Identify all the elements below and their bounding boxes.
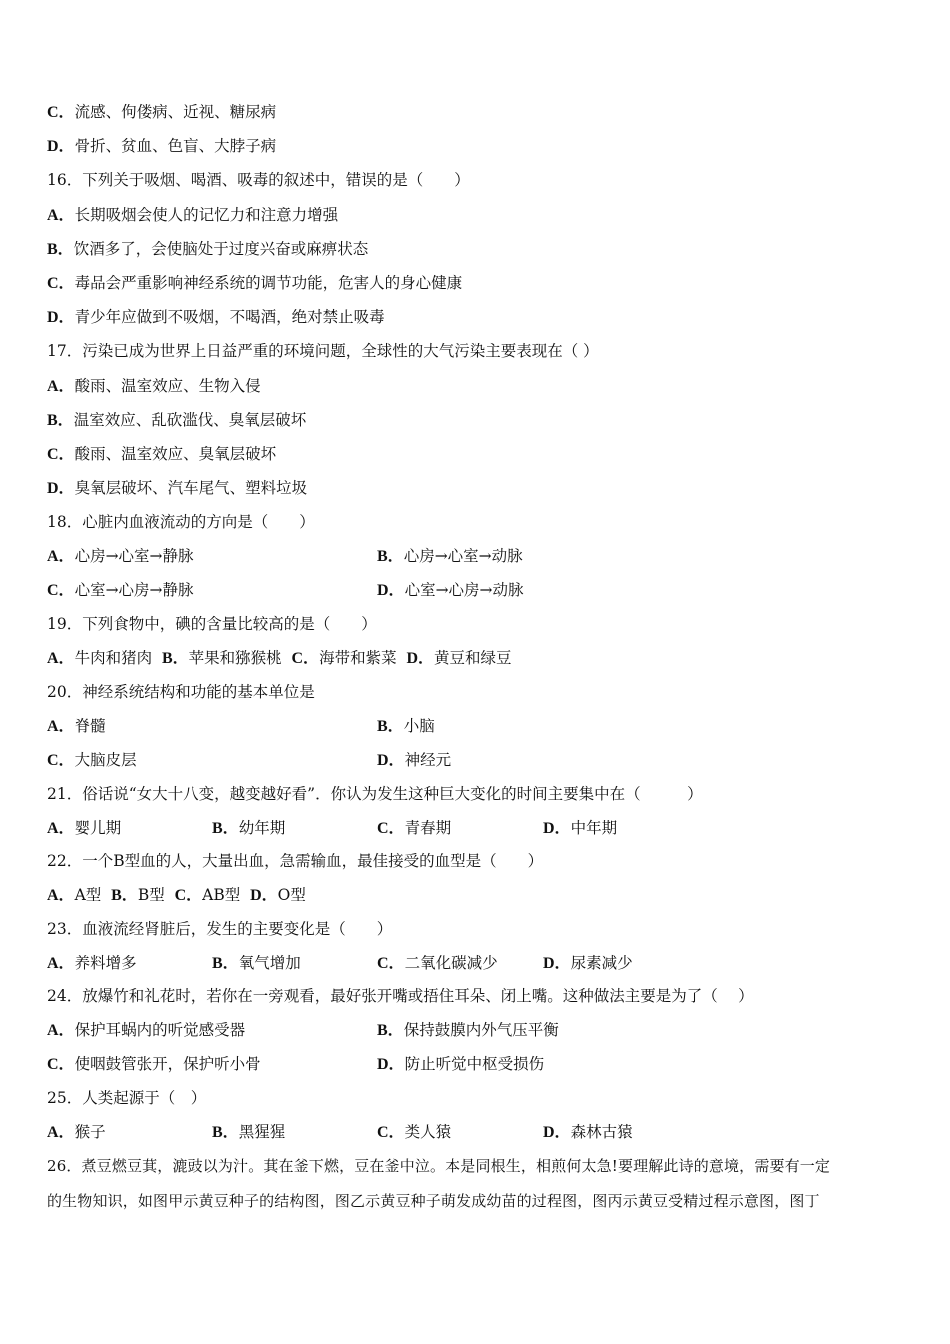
q21-option-a [47,818,121,839]
option-label: C． [174,887,203,904]
option-text: 小脑 [403,717,435,735]
prev-option-d [47,136,276,157]
q17-option-b [47,410,306,431]
q16-option-b [47,239,368,260]
q21-stem: 21．俗话说“女大十八变，越变越好看”．你认为发生这种巨大变化的时间主要集中在（ ） [47,785,703,803]
option-text: 养料增多 [74,954,137,972]
option-label: B． [212,955,239,972]
q17-stem: 17．污染已成为世界上日益严重的环境问题，全球性的大气污染主要表现在（ ） [47,342,599,360]
q18-option-a [47,546,194,567]
q25-stem: 25．人类起源于（ ） [47,1089,207,1107]
option-text: 酸雨、温室效应、生物入侵 [74,377,261,395]
option-text: 尿素减少 [570,954,633,972]
option-text: O型 [277,886,306,904]
option-text: 心室→心房→静脉 [74,581,194,599]
option-label: B． [377,1022,404,1039]
option-label: B． [161,650,189,667]
q22-stem: 22．一个B型血的人，大量出血，急需输血，最佳接受的血型是（ ） [47,852,544,870]
option-label: B． [47,412,74,429]
option-label: C． [47,275,75,292]
option-label: C． [291,650,320,667]
option-label: C． [377,1124,405,1141]
q20-option-a [47,716,106,737]
option-label: B． [377,548,404,565]
q20-option-d [377,750,451,771]
option-text: A型 [74,886,102,904]
q16-option-d [47,307,385,328]
option-text: 毒品会严重影响神经系统的调节功能，危害人的身心健康 [74,274,463,292]
q23-option-b [212,953,301,974]
option-label: C． [377,820,405,837]
q18-option-b [377,546,523,567]
option-label: A． [47,1124,75,1141]
option-text: 中年期 [570,819,618,837]
option-label: C． [47,446,75,463]
option-label: A． [47,887,75,904]
option-label: D． [377,582,405,599]
q19-options [47,648,512,669]
q24-option-d [377,1054,544,1075]
option-text: 臭氧层破坏、汽车尾气、塑料垃圾 [74,479,308,497]
q18-option-d [377,580,524,601]
option-text: 二氧化碳减少 [404,954,498,972]
option-text: 长期吸烟会使人的记忆力和注意力增强 [74,206,339,224]
option-label: D． [406,650,434,667]
q17-option-d [47,478,307,499]
option-text: 心室→心房→动脉 [404,581,524,599]
option-label: D． [47,138,75,155]
option-text: 流感、佝偻病、近视、糖尿病 [74,103,277,121]
q25-option-a [47,1122,106,1143]
option-text: 骨折、贫血、色盲、大脖子病 [74,137,277,155]
q21-option-c [377,818,451,839]
q19-stem: 19．下列食物中，碘的含量比较高的是（ ） [47,615,377,633]
option-label: D． [377,752,405,769]
option-label: A． [47,650,75,667]
option-label: D． [47,309,75,326]
option-text: 保护耳蜗内的听觉感受器 [74,1021,246,1039]
option-label: B． [212,820,239,837]
option-text: 神经元 [404,751,452,769]
option-label: A． [47,207,75,224]
option-text: 心房→心室→静脉 [74,547,194,565]
q16-option-a [47,205,338,226]
option-label: D． [250,887,278,904]
option-text: 类人猿 [404,1123,452,1141]
option-label: B． [377,718,404,735]
prev-option-c [47,102,276,123]
q24-stem: 24．放爆竹和礼花时，若你在一旁观看，最好张开嘴或捂住耳朵、闭上嘴。这种做法主要是为了（ ） [47,987,754,1005]
option-text: 心房→心室→动脉 [403,547,523,565]
option-text: B型 [137,886,165,904]
option-label: A． [47,955,75,972]
q18-stem: 18．心脏内血液流动的方向是（ ） [47,513,315,531]
q24-option-a [47,1020,245,1041]
option-label: A． [47,1022,75,1039]
option-text: 保持鼓膜内外气压平衡 [403,1021,559,1039]
option-label: C． [47,752,75,769]
q26-stem-line-1: 26．煮豆燃豆萁，漉豉以为汁。萁在釜下燃，豆在釜中泣。本是同根生，相煎何太急!要理解此诗的意境，需要有一定 [47,1157,831,1175]
option-text: 海带和紫菜 [319,649,397,667]
option-text: 青少年应做到不吸烟，不喝酒，绝对禁止吸毒 [74,308,385,326]
option-label: A． [47,820,75,837]
option-label: C． [47,582,75,599]
option-label: C． [47,104,75,121]
q23-option-d [543,953,633,974]
q23-option-a [47,953,137,974]
option-text: 防止听觉中枢受损伤 [404,1055,545,1073]
option-label: D． [543,1124,571,1141]
option-text: 猴子 [74,1123,106,1141]
q23-option-c [377,953,498,974]
option-text: 大脑皮层 [74,751,137,769]
q24-option-c [47,1054,261,1075]
option-text: 青春期 [404,819,452,837]
q22-options [47,885,306,906]
option-label: C． [377,955,405,972]
option-label: A． [47,718,75,735]
option-text: 温室效应、乱砍滥伐、臭氧层破坏 [73,411,307,429]
q21-option-b [212,818,285,839]
option-label: D． [543,955,571,972]
option-label: B． [111,887,138,904]
option-text: 氧气增加 [238,954,301,972]
q25-option-b [212,1122,285,1143]
q18-option-c [47,580,194,601]
q17-option-c [47,444,276,465]
option-text: 幼年期 [238,819,286,837]
q17-option-a [47,376,261,397]
q26-stem-line-2: 的生物知识，如图甲示黄豆种子的结构图，图乙示黄豆种子萌发成幼苗的过程图，图丙示黄豆受精过程示意图，图丁 [47,1192,820,1210]
q20-stem: 20．神经系统结构和功能的基本单位是 [47,683,315,701]
option-text: 婴儿期 [74,819,122,837]
option-text: 脊髓 [74,717,106,735]
option-text: 牛肉和猪肉 [74,649,153,667]
option-label: A． [47,548,75,565]
option-text: 酸雨、温室效应、臭氧层破坏 [74,445,277,463]
option-label: D． [47,480,75,497]
q25-option-c [377,1122,451,1143]
option-text: 饮酒多了，会使脑处于过度兴奋或麻痹状态 [73,240,369,258]
option-text: 黑猩猩 [238,1123,286,1141]
option-label: D． [377,1056,405,1073]
option-text: 使咽鼓管张开，保护听小骨 [74,1055,261,1073]
option-label: C． [47,1056,75,1073]
q24-option-b [377,1020,559,1041]
option-text: 苹果和猕猴桃 [188,649,282,667]
q25-option-d [543,1122,633,1143]
option-text: 黄豆和绿豆 [434,649,512,667]
option-text: 森林古猿 [570,1123,633,1141]
q23-stem: 23．血液流经肾脏后，发生的主要变化是（ ） [47,920,393,938]
option-label: A． [47,378,75,395]
q20-option-c [47,750,137,771]
q21-option-d [543,818,617,839]
option-label: B． [47,241,74,258]
q16-stem: 16．下列关于吸烟、喝酒、吸毒的叙述中，错误的是（ ） [47,171,470,189]
option-text: AB型 [202,886,241,904]
q16-option-c [47,273,462,294]
option-label: B． [212,1124,239,1141]
option-label: D． [543,820,571,837]
q20-option-b [377,716,435,737]
